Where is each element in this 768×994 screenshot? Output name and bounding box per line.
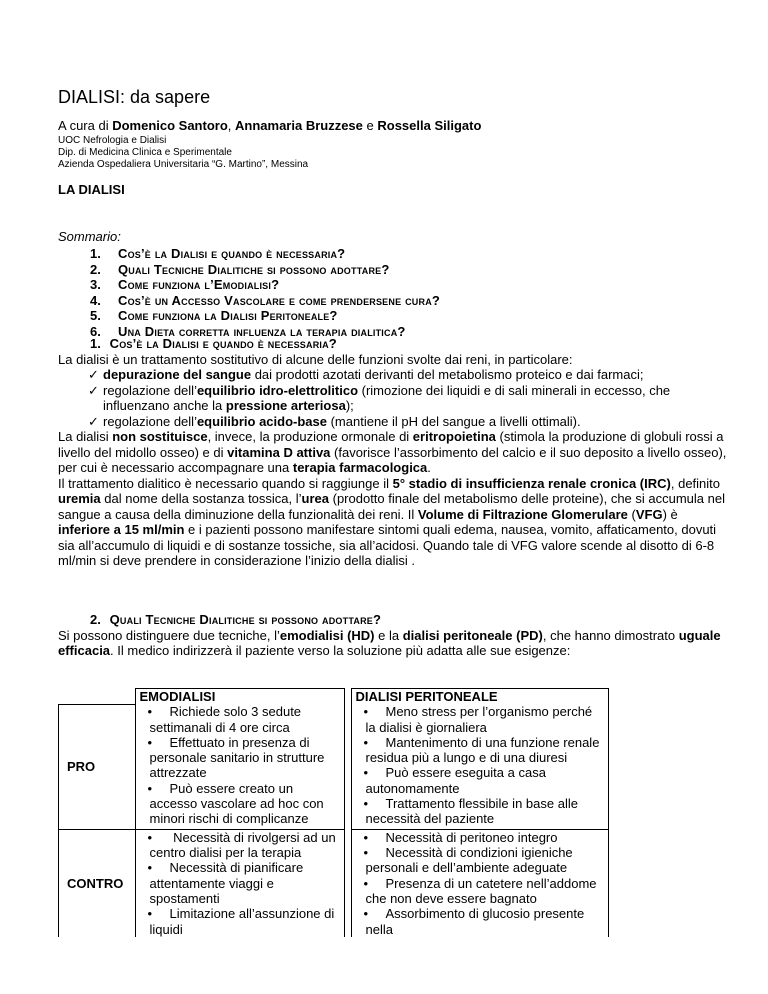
bullet-icon: • [363,796,369,812]
bullet-icon: • [363,875,369,891]
affiliation-line-3: Azienda Ospedaliera Universitaria “G. Martino”, Messina [58,159,309,170]
text: , definito [670,475,721,491]
text: (mantiene il pH del sangue a livelli ottimali). [326,413,581,429]
text: ( [627,506,636,522]
bullet-icon: • [363,829,369,845]
bullet-icon: • [147,704,153,720]
bold-text: Volume di Filtrazione Glomerulare [417,506,628,522]
toc-num: 2. [90,261,101,277]
bold-text: uguale efficacia [58,627,721,658]
toc-num: 5. [90,308,101,323]
table-of-contents [90,246,440,339]
bullet-icon: • [147,906,153,922]
text: (favorisce l’assorbimento del calcio e il suo deposito a livello osseo), per cui è necessario accompagnare una [58,444,727,475]
list-item [356,735,604,766]
cell-pd-contro [351,829,608,937]
list-item [140,906,340,937]
toc-item [90,246,440,262]
authors-sep-1: , [227,118,236,133]
author-2: Annamaria Bruzzese [235,118,363,133]
table-row-pro [59,704,609,829]
list-item [356,704,604,735]
text: regolazione dell’ [103,413,197,429]
cell-hd-contro [135,829,344,937]
bullet-icon: • [147,860,153,876]
author-1: Domenico Santoro [112,118,228,133]
section-2-paragraph [58,628,730,659]
toc-text: Quali Tecniche Dialitiche si possono adottare? [118,261,390,277]
checkmark-icon: ✓ [88,367,99,382]
toc-num: 3. [90,277,101,292]
authors-sep-2: e [362,118,378,133]
section-num: 1. [90,336,101,351]
table-corner [59,689,136,705]
bold-text: non sostituisce [112,429,208,444]
list-item-text: Assorbimento di glucosio presente nella [365,906,585,937]
col-gap [344,704,351,829]
bold-text: equilibrio idro-elettrolitico [196,382,359,398]
bold-text: inferiore a 15 ml/min [58,522,185,537]
checkmark-icon: ✓ [88,413,99,429]
toc-num: 4. [90,292,101,308]
bullet-icon: • [147,780,153,796]
bold-text: emodialisi (HD) [279,627,375,643]
text: , invece, la produzione ormonale di [207,429,413,444]
section-2-heading [58,612,730,628]
list-item-text: Necessità di peritoneo integro [385,829,558,845]
col-gap [344,829,351,937]
bold-text: vitamina D attiva [227,444,331,460]
list-item [140,781,340,827]
text: e i pazienti possono manifestare sintomi quali edema, nausea, vomito, affaticamento, dovuti sia all’accumulo di liquidi e di sostanze tossiche, sia all’acidosi. Quando tale di VFG valore scende al disotto di 6-8 ml/min si deve prendere in considerazione l’inizio della dialisi . [58,522,717,568]
bullet-icon: • [363,734,369,750]
section-1-heading [58,336,730,352]
toc-item [90,293,440,309]
toc-text: Cos’è la Dialisi e quando è necessaria? [118,246,346,261]
list-item-text: Limitazione all’assunzione di liquidi [149,906,335,937]
bullet-icon: • [147,734,153,750]
bullet-icon: • [147,829,153,845]
toc-num: 1. [90,246,101,261]
bold-text: urea [301,491,329,506]
list-item-text: Presenza di un catetere nell’addome che non deve essere bagnato [365,875,597,906]
col-header-emodialisi: EMODIALISI [135,689,344,705]
row-label-contro: CONTRO [59,829,136,937]
cell-hd-pro [135,704,344,829]
text: , che hanno dimostrato [542,627,679,643]
list-item-text: Meno stress per l’organismo perché la dialisi è giornaliera [365,704,593,735]
list-item-text: Richiede solo 3 sedute settimanali di 4 ore circa [149,704,302,735]
list-item [356,845,604,876]
list-item [356,830,604,845]
section-1-paragraph-3 [58,476,730,569]
bullet-icon: • [363,704,369,720]
section-num: 2. [90,612,101,627]
bold-text: dialisi peritoneale (PD) [402,627,543,643]
bold-text: terapia farmacologica [292,460,428,475]
text: . [427,460,431,475]
section-1-paragraph-2 [58,429,730,476]
section-1 [58,336,730,569]
text: . Il medico indirizzerà il paziente verso la soluzione più adatta alle sue esigenze: [110,643,571,658]
section-header: LA DIALISI [58,182,125,197]
toc-text: Cos’è un Accesso Vascolare e come prendersene cura? [118,292,441,308]
text: Si possono distinguere due tecniche, l’ [58,627,280,643]
text: (rimozione dei liquidi e di sali minerali in eccesso, che influenzano anche la [103,382,671,413]
list-item [140,830,340,861]
bullet-icon: • [363,906,369,922]
bold-text: VFG [635,506,663,522]
bold-text: uremia [58,491,101,506]
text: e la [374,627,403,643]
author-3: Rossella Siligato [377,118,482,133]
affiliation-line-2: Dip. di Medicina Clinica e Sperimentale [58,147,232,158]
checkmark-icon: ✓ [88,382,99,398]
bold-text: equilibrio acido-base [196,413,327,429]
list-item-text: Trattamento flessibile in base alle necessità del paziente [365,796,578,827]
list-item-text: Necessità di condizioni igieniche personali e dell’ambiente adeguate [365,845,573,876]
authors-prefix: A cura di [58,118,113,133]
document-title: DIALISI: da sapere [58,87,211,107]
list-item-text: Mantenimento di una funzione renale residua più a lungo e di una diuresi [365,734,600,766]
toc-num: 6. [90,323,101,339]
text: (prodotto finale del metabolismo delle proteine), che si accumula nel sangue a causa della diminuzione della funzionalità dei reni. Il [58,491,725,522]
bold-text: pressione arteriosa [225,398,346,413]
toc-text: Come funziona l’Emodialisi? [118,277,280,292]
toc-item [90,262,440,278]
sommario-label: Sommario: [58,229,121,244]
list-item-text: Effettuato in presenza di personale sanitario in strutture attrezzate [149,734,325,781]
col-header-dialisi-peritoneale: DIALISI PERITONEALE [351,689,608,705]
check-item-2 [58,383,730,414]
bold-text: 5° stadio di insufficienza renale cronica (IRC) [392,475,671,491]
list-item [140,735,340,781]
list-item-text: Può essere eseguita a casa autonomamente [365,765,546,796]
list-item-text: Necessità di pianificare attentamente viaggi e spostamenti [149,860,304,906]
comparison-table [58,688,609,937]
text: dal nome della sostanza tossica, l’ [100,491,302,506]
text: La dialisi [58,429,113,444]
list-item-text: Può essere creato un accesso vascolare ad hoc con minori rischi di complicanze [149,780,324,827]
list-item [356,765,604,796]
bold-text: depurazione del sangue [103,367,252,382]
list-item [356,906,604,937]
text: dai prodotti azotati derivanti del metabolismo proteico e dai farmaci; [251,367,644,382]
section-heading-text: Quali Tecniche Dialitiche si possono adottare? [109,612,382,627]
bullet-icon: • [363,765,369,781]
row-label-pro: PRO [59,704,136,829]
text: ); [345,398,354,413]
table-row-contro [59,829,609,937]
list-item-text: Necessità di rivolgersi ad un centro dialisi per la terapia [149,829,336,861]
toc-text: Una Dieta corretta influenza la terapia dialitica? [118,323,406,339]
table-header-row [59,689,609,705]
text: Il trattamento dialitico è necessario quando si raggiunge il [58,475,393,491]
authors-line [58,118,481,134]
text: (stimola la produzione di globuli rossi a livello del midollo osseo) e di [58,429,724,460]
check-item-1 [58,367,730,383]
section-2 [58,612,730,659]
list-item [356,796,604,827]
check-item-3 [58,414,730,430]
toc-item [90,277,440,293]
text: regolazione dell’ [103,382,197,398]
toc-text: Come funziona la Dialisi Peritoneale? [118,308,338,323]
col-gap [344,689,351,705]
toc-item [90,308,440,324]
list-item [140,860,340,906]
list-item [356,876,604,907]
bullet-icon: • [363,845,369,861]
section-heading-text: Cos’è la Dialisi e quando è necessaria? [109,336,337,351]
text: ) è [662,506,678,522]
list-item [140,704,340,735]
section-1-intro: La dialisi è un trattamento sostitutivo di alcune delle funzioni svolte dai reni, in particolare: [58,351,573,367]
affiliation-line-1: UOC Nefrologia e Dialisi [58,135,167,146]
cell-pd-pro [351,704,608,829]
bold-text: eritropoietina [412,429,496,444]
